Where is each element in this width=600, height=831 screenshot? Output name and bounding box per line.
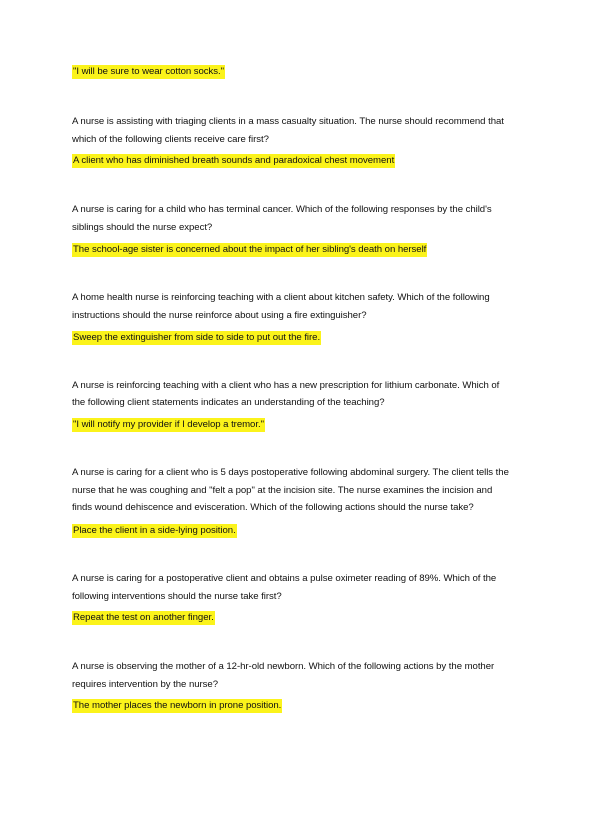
answer-highlight: "I will be sure to wear cotton socks." — [73, 66, 225, 77]
question-line: A nurse is caring for a child who has terminal cancer. Which of the following responses by the child's — [72, 204, 492, 215]
question-line: A nurse is observing the mother of a 12-hr-old newborn. Which of the following actions by the mother — [72, 661, 495, 672]
answer-highlight: A client who has diminished breath sounds and paradoxical chest movement — [73, 155, 395, 166]
question-line: instructions should the nurse reinforce about using a fire extinguisher? — [72, 310, 367, 321]
question-line: A home health nurse is reinforcing teaching with a client about kitchen safety. Which of the following — [72, 292, 490, 303]
answer-highlight: Sweep the extinguisher from side to side to put out the fire. — [73, 332, 321, 343]
answer-highlight: The school-age sister is concerned about the impact of her sibling's death on herself — [73, 244, 427, 255]
question-line: siblings should the nurse expect? — [72, 222, 213, 233]
question-line: A nurse is reinforcing teaching with a client who has a new prescription for lithium carbonate. Which of — [72, 380, 500, 391]
question-line: finds wound dehiscence and evisceration. Which of the following actions should the nurse take? — [72, 502, 474, 513]
question-line: nurse that he was coughing and "felt a pop" at the incision site. The nurse examines the incision and — [72, 485, 493, 496]
question-line: A nurse is caring for a postoperative client and obtains a pulse oximeter reading of 89%. Which of the — [72, 573, 497, 584]
answer-highlight: Place the client in a side-lying position. — [73, 525, 236, 536]
answer-highlight: The mother places the newborn in prone position. — [73, 700, 282, 711]
question-line: A nurse is assisting with triaging clients in a mass casualty situation. The nurse should recommend that — [72, 116, 504, 127]
question-line: which of the following clients receive care first? — [72, 134, 269, 145]
answer-highlight: Repeat the test on another finger. — [73, 612, 214, 623]
question-line: A nurse is caring for a client who is 5 days postoperative following abdominal surgery. The client tells the — [72, 467, 509, 478]
answer-highlight: "I will notify my provider if I develop a tremor." — [73, 419, 264, 430]
question-line: requires intervention by the nurse? — [72, 679, 218, 690]
question-line: following interventions should the nurse take first? — [72, 591, 282, 602]
question-line: the following client statements indicates an understanding of the teaching? — [72, 397, 385, 408]
